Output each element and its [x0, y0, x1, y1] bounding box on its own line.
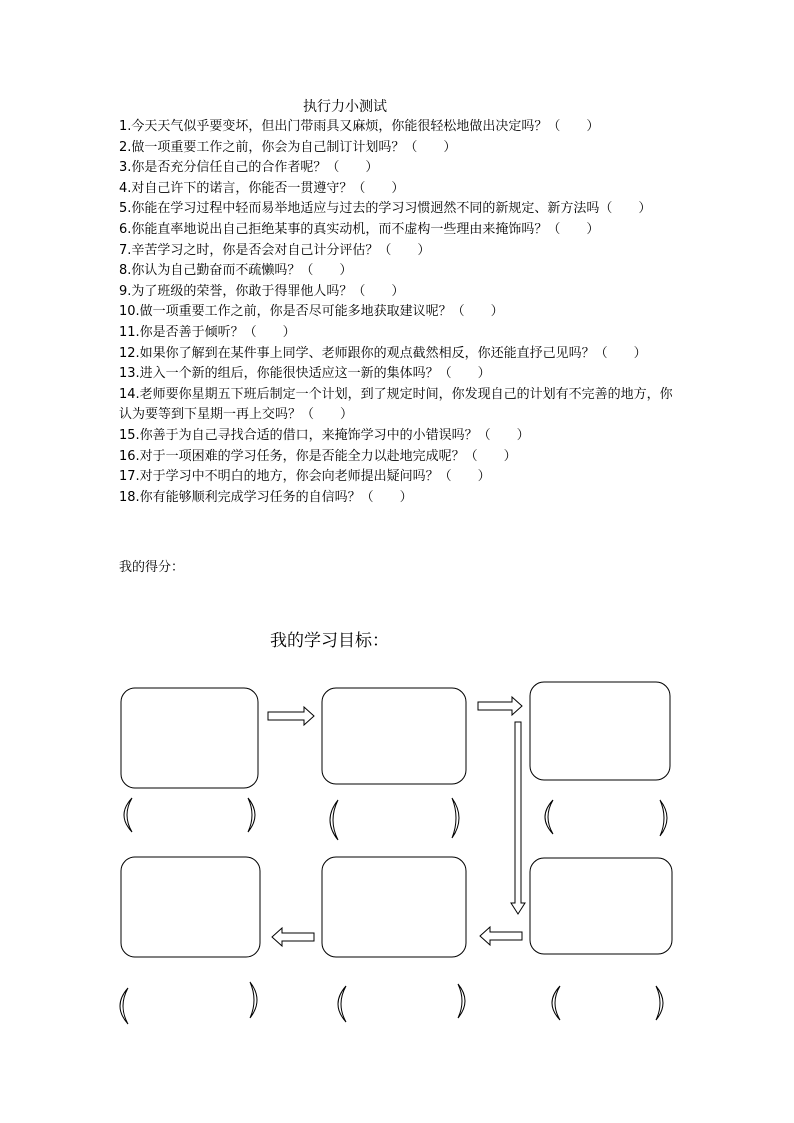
question-item: 3.你是否充分信任自己的合作者呢？（ ） — [119, 160, 379, 176]
question-item: 1.今天天气似乎要变坏，但出门带雨具又麻烦，你能很轻松地做出决定吗？（ ） — [119, 119, 600, 134]
left-bracket — [124, 798, 132, 832]
quiz-title: 执行力小测试 — [303, 99, 387, 115]
question-item: 14.老师要你星期五下班后制定一个计划，到了规定时间，你发现自己的计划有不完善的地方，你认为要等到下星期一再上交吗？（ ） — [119, 386, 673, 423]
question-item: 17.对于学习中不明白的地方，你会向老师提出疑问吗？（ ） — [119, 469, 491, 485]
goal-box-2[interactable] — [322, 688, 466, 784]
right-bracket — [250, 982, 257, 1018]
goal-box-6[interactable] — [121, 857, 260, 957]
left-bracket — [330, 800, 338, 840]
right-bracket — [248, 798, 255, 832]
question-item: 8.你认为自己勤奋而不疏懒吗？（ ） — [119, 263, 353, 279]
goal-box-4[interactable] — [530, 858, 672, 954]
question-item: 11.你是否善于倾听？（ ） — [119, 324, 296, 340]
question-item: 2.做一项重要工作之前，你会为自己制订计划吗？（ ） — [119, 139, 457, 155]
left-arrow — [480, 927, 522, 945]
question-item: 13.进入一个新的组后，你能很快适应这一新的集体吗？（ ） — [119, 366, 491, 382]
question-item: 4.对自己许下的诺言，你能否一贯遵守？（ ） — [119, 180, 405, 196]
question-item: 18.你有能够顺利完成学习任务的自信吗？（ ） — [119, 489, 413, 505]
right-arrow — [268, 707, 314, 725]
left-bracket — [338, 986, 346, 1022]
left-bracket — [545, 800, 553, 834]
score-label: 我的得分： — [119, 560, 185, 575]
left-bracket — [120, 988, 128, 1024]
right-bracket — [656, 986, 663, 1020]
goal-box-3[interactable] — [530, 682, 670, 780]
left-arrow — [272, 928, 314, 946]
question-item: 12.如果你了解到在某件事上同学、老师跟你的观点截然相反，你还能直抒己见吗？（ ） — [119, 345, 647, 361]
question-item: 7.辛苦学习之时，你是否会对自己计分评估？（ ） — [119, 242, 431, 258]
question-item: 6.你能直率地说出自己拒绝某事的真实动机，而不虚构一些理由来掩饰吗？（ ） — [119, 221, 600, 237]
question-item: 10.做一项重要工作之前，你是否尽可能多地获取建议呢？（ ） — [119, 304, 504, 320]
goal-box-5[interactable] — [322, 857, 466, 957]
question-item: 16.对于一项困难的学习任务，你是否能全力以赴地完成呢？（ ） — [119, 448, 517, 464]
right-bracket — [452, 798, 459, 838]
right-bracket — [458, 984, 465, 1018]
left-bracket — [552, 986, 560, 1020]
question-item: 5.你能在学习过程中轻而易举地适应与过去的学习习惯迥然不同的新规定、新方法吗（ ） — [119, 201, 652, 217]
question-item: 15.你善于为自己寻找合适的借口，来掩饰学习中的小错误吗？（ ） — [119, 427, 530, 443]
right-arrow — [478, 697, 522, 715]
question-item: 9.为了班级的荣誉，你敢于得罪他人吗？（ ） — [119, 283, 405, 299]
goal-box-1[interactable] — [121, 688, 258, 788]
down-arrow — [511, 722, 525, 914]
goals-title: 我的学习目标： — [270, 631, 389, 651]
right-bracket — [660, 800, 667, 836]
